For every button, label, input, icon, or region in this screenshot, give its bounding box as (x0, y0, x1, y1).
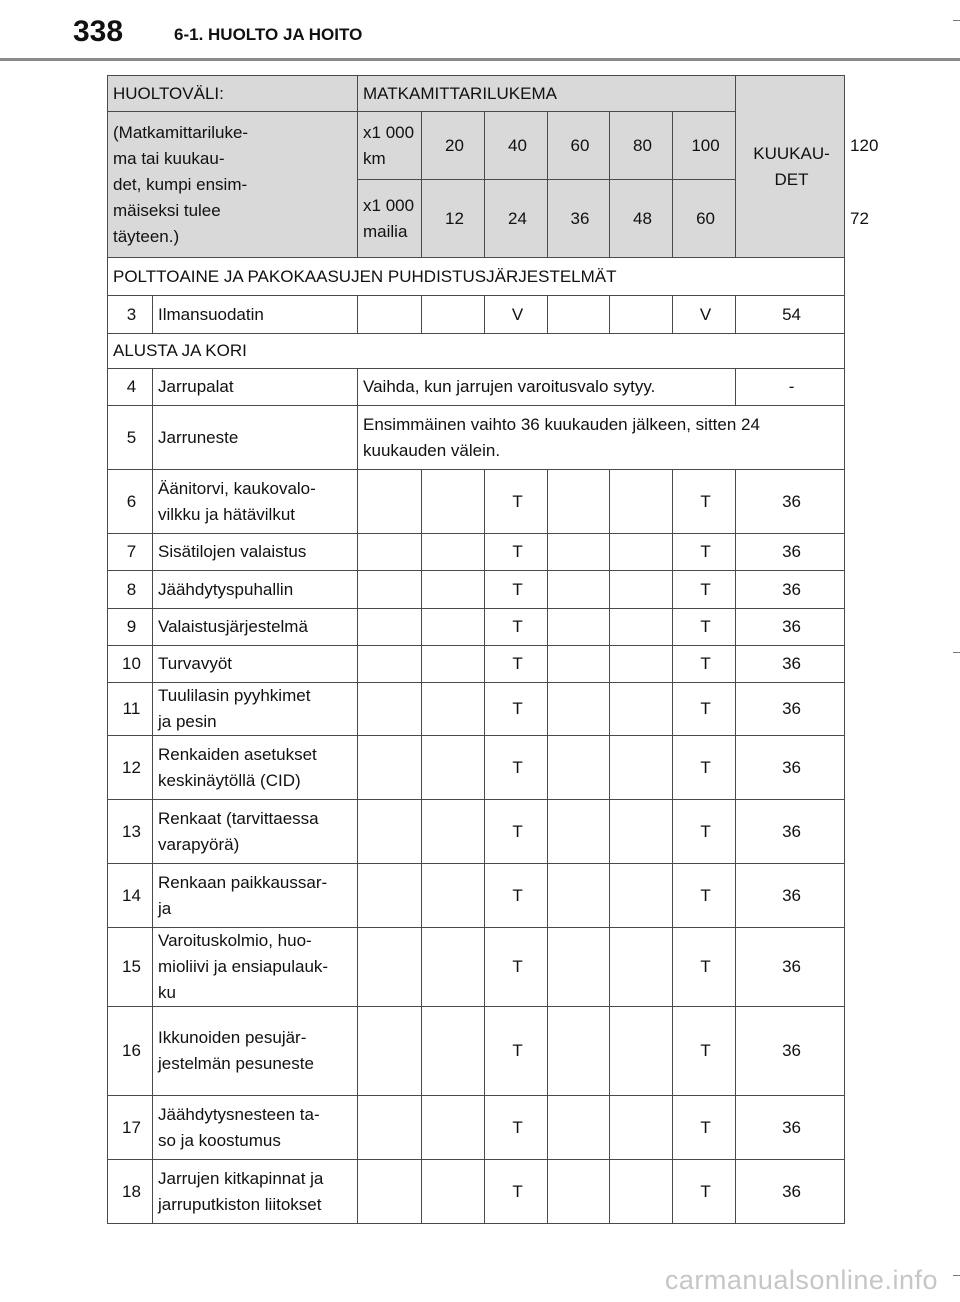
item-rows (108, 470, 845, 1224)
item-name (153, 928, 358, 1007)
item-name-line: keskinäytöllä (CID) (158, 770, 301, 790)
row-number: 15 (108, 928, 153, 1007)
row-number: 12 (108, 736, 153, 800)
item-name-line: so ja koostumus (158, 1130, 281, 1150)
months-value: 36 (736, 736, 845, 800)
table-row (108, 609, 845, 646)
table-row (108, 470, 845, 534)
section-title: 6-1. HUOLTO JA HOITO (174, 25, 363, 44)
row-number: 5 (108, 406, 153, 470)
interval-mark: T (673, 571, 736, 609)
km-unit-line2: km (363, 148, 386, 168)
item-name-line: jarruputkiston liitokset (158, 1194, 322, 1214)
item-name-line: Turvavyöt (158, 654, 233, 673)
item-name-line: Äänitorvi, kaukovalo- (158, 478, 316, 498)
interval-mark: T (485, 800, 548, 864)
item-name-line: mioliivi ja ensiapulauk- (158, 957, 329, 976)
mile-value: 24 (485, 180, 548, 258)
months-value: 36 (736, 571, 845, 609)
item-name: Ilmansuodatin (153, 296, 358, 334)
table-row (108, 683, 845, 736)
item-name-line: Tuulilasin pyyhkimet (158, 686, 311, 705)
item-name (153, 864, 358, 928)
km-value: 20 (422, 112, 485, 180)
miles-row: x1 000 mailia 12 24 36 48 60 72 (108, 180, 845, 258)
table-row (108, 534, 845, 571)
table-row (108, 736, 845, 800)
interval-mark: T (673, 534, 736, 571)
item-name (153, 609, 358, 646)
item-name-line: Sisätilojen valaistus (158, 542, 307, 561)
interval-mark: T (673, 683, 736, 736)
interval-mark: T (673, 864, 736, 928)
km-value: 40 (485, 112, 548, 180)
item-name: Jarrupalat (153, 369, 358, 406)
interval-mark: T (673, 1007, 736, 1096)
interval-mark: T (673, 646, 736, 683)
interval-mark: T (485, 928, 548, 1007)
row-number: 10 (108, 646, 153, 683)
months-value: 36 (736, 928, 845, 1007)
item-name-line: Renkaat (tarvittaessa (158, 808, 319, 828)
months-value: 36 (736, 1160, 845, 1224)
section-row (108, 334, 845, 369)
table-row (108, 406, 845, 470)
section-fuel-system: POLTTOAINE JA PAKOKAASUJEN PUHDISTUSJÄRJESTELMÄT (108, 258, 845, 296)
mile-value: 48 (610, 180, 673, 258)
interval-mark: T (485, 864, 548, 928)
item-name-line: ku (158, 983, 176, 1002)
note-line: täyteen.) (113, 226, 180, 246)
interval-mark: T (673, 736, 736, 800)
interval-mark: V (485, 296, 548, 334)
item-name-line: Renkaiden asetukset (158, 744, 317, 764)
interval-mark: T (485, 470, 548, 534)
interval-mark: T (673, 609, 736, 646)
km-unit-line1: x1 000 (363, 122, 415, 142)
interval-mark: T (485, 571, 548, 609)
row-number: 16 (108, 1007, 153, 1096)
edge-tick-mark (953, 20, 960, 21)
row-number: 7 (108, 534, 153, 571)
interval-mark: T (673, 928, 736, 1007)
section-row (108, 258, 845, 296)
item-name-line: Jäähdytyspuhallin (158, 579, 294, 599)
item-name-line: ja pesin (158, 712, 217, 731)
interval-mark: T (673, 470, 736, 534)
mile-unit-line1: x1 000 (363, 195, 415, 215)
header-row (108, 76, 845, 112)
km-unit (358, 112, 422, 180)
item-name (153, 646, 358, 683)
row-number: 18 (108, 1160, 153, 1224)
table-row (108, 800, 845, 864)
note-line: Ensimmäinen vaihto 36 kuukauden jälkeen, sitten 24 (363, 414, 760, 434)
row-number: 8 (108, 571, 153, 609)
mile-value: 60 (673, 180, 736, 258)
months-header (736, 76, 845, 258)
mile-value: 36 (548, 180, 610, 258)
months-value: 36 (736, 470, 845, 534)
item-name (153, 1160, 358, 1224)
interval-mark: T (485, 1160, 548, 1224)
months-value: 36 (736, 800, 845, 864)
months-label-line2: DET (774, 169, 809, 189)
km-value: 80 (610, 112, 673, 180)
table-row (108, 928, 845, 1007)
table-row (108, 646, 845, 683)
header-divider (0, 58, 960, 61)
item-name (153, 800, 358, 864)
item-name: Jarruneste (153, 406, 358, 470)
mile-unit (358, 180, 422, 258)
row-number: 6 (108, 470, 153, 534)
section-chassis: ALUSTA JA KORI (108, 334, 845, 369)
interval-mark: T (673, 1096, 736, 1160)
interval-mark: T (485, 683, 548, 736)
interval-label: HUOLTOVÄLI: (108, 76, 358, 112)
km-row: (Matkamittariluke- ma tai kuukau- det, kumpi ensim- mäiseksi tulee täyteen.) x1 000 km 20 40 60 80 100 120 (108, 112, 845, 180)
odometer-label: MATKAMITTARILUKEMA (358, 76, 736, 112)
note-line: mäiseksi tulee (113, 200, 221, 220)
item-note (358, 406, 845, 470)
interval-mark: T (485, 1007, 548, 1096)
item-note: Vaihda, kun jarrujen varoitusvalo sytyy. (358, 369, 736, 406)
item-name-line: Renkaan paikkaussar- (158, 872, 328, 892)
item-name-line: Varoituskolmio, huo- (158, 931, 312, 950)
row-number: 13 (108, 800, 153, 864)
months-value: 36 (736, 864, 845, 928)
item-name (153, 470, 358, 534)
table-row (108, 864, 845, 928)
table-row (108, 369, 845, 406)
row-number: 4 (108, 369, 153, 406)
watermark: carmanualsonline.info (664, 1265, 938, 1295)
item-name (153, 1007, 358, 1096)
months-value: - (736, 369, 845, 406)
item-name-line: jestelmän pesuneste (158, 1054, 314, 1073)
item-name-line: Jäähdytysnesteen ta- (158, 1104, 320, 1124)
row-number: 3 (108, 296, 153, 334)
interval-mark: T (485, 646, 548, 683)
table-row (108, 571, 845, 609)
item-name-line: Valaistusjärjestelmä (158, 617, 308, 636)
item-name-line: varapyörä) (158, 834, 240, 854)
item-name-line: Jarrujen kitkapinnat ja (158, 1168, 324, 1188)
note-line: (Matkamittariluke- (113, 122, 249, 142)
item-name-line: vilkku ja hätävilkut (158, 504, 296, 524)
table-row (108, 1007, 845, 1096)
months-value: 36 (736, 1007, 845, 1096)
interval-mark: T (485, 534, 548, 571)
row-number: 11 (108, 683, 153, 736)
edge-tick-mark (953, 1275, 960, 1276)
item-name (153, 571, 358, 609)
item-name (153, 683, 358, 736)
months-value: 36 (736, 1096, 845, 1160)
mile-value: 12 (422, 180, 485, 258)
page-number: 338 (73, 15, 124, 48)
item-name (153, 1096, 358, 1160)
km-value: 100 (673, 112, 736, 180)
row-number: 9 (108, 609, 153, 646)
months-value: 36 (736, 609, 845, 646)
interval-mark: V (673, 296, 736, 334)
months-label-line1: KUUKAU- (753, 143, 830, 163)
row-number: 14 (108, 864, 153, 928)
months-value: 54 (736, 296, 845, 334)
item-name-line: Ikkunoiden pesujär- (158, 1028, 307, 1047)
mile-unit-line2: mailia (363, 221, 408, 241)
note-line: det, kumpi ensim- (113, 174, 248, 194)
interval-mark: T (673, 1160, 736, 1224)
km-value: 60 (548, 112, 610, 180)
item-name (153, 736, 358, 800)
interval-mark: T (485, 1096, 548, 1160)
table-row (108, 1160, 845, 1224)
note-line: ma tai kuukau- (113, 148, 225, 168)
interval-mark: T (485, 736, 548, 800)
table-row (108, 1096, 845, 1160)
months-value: 36 (736, 534, 845, 571)
table-row (108, 296, 845, 334)
item-name (153, 534, 358, 571)
interval-note (108, 112, 358, 258)
edge-tick-mark (953, 652, 960, 653)
interval-mark: T (485, 609, 548, 646)
note-line: kuukauden välein. (363, 440, 501, 460)
row-number: 17 (108, 1096, 153, 1160)
interval-mark: T (673, 800, 736, 864)
maintenance-schedule-table (107, 75, 879, 1224)
months-value: 36 (736, 683, 845, 736)
months-value: 36 (736, 646, 845, 683)
item-name-line: ja (158, 898, 172, 918)
